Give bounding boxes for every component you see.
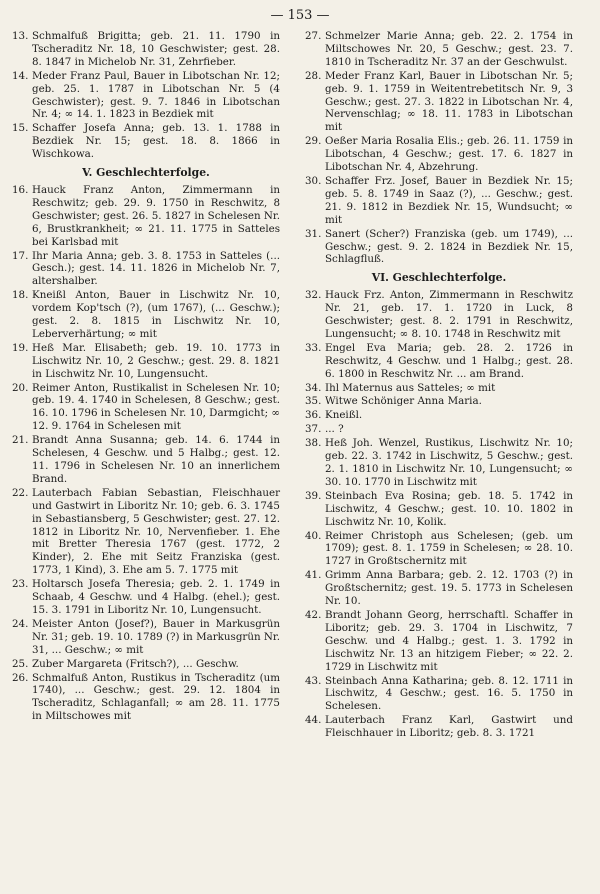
genealogy-entry bbox=[12, 122, 280, 161]
entry-number: 27. bbox=[305, 30, 322, 42]
entry-text: Brandt Anna Susanna; geb. 14. 6. 1744 in Schelesen, 4 Geschw. und 5 Halbg.; gest. 12. 11. 1796 in Schelesen Nr. 10 an innerlichem Brand. bbox=[32, 434, 280, 485]
entry-text: Holtarsch Josefa Theresia; geb. 2. 1. 1749 in Schaab, 4 Geschw. und 4 Halbg. (ehel.); gest. 15. 3. 1791 in Liboritz Nr. 10, Lungensucht. bbox=[32, 578, 280, 616]
genealogy-entry bbox=[12, 672, 280, 724]
entry-number: 33. bbox=[305, 341, 322, 354]
entry-number: 43. bbox=[305, 674, 322, 687]
entry-text: Heß Mar. Elisabeth; geb. 19. 10. 1773 in Lischwitz Nr. 10, 2 Geschw.; gest. 29. 8. 1821 in Lischwitz Nr. 10, Lungensucht. bbox=[32, 341, 280, 380]
genealogy-entry bbox=[305, 228, 573, 267]
genealogy-entry bbox=[305, 714, 573, 740]
entry-text: Brandt Johann Georg, herrschaftl. Schaffer in Liboritz; geb. 29. 3. 1704 in Lischwitz, 7 Geschw. und 4 Halbg.; gest. 1. 3. 1792 in Lischwitz Nr. 13 an hitzigem Fieber; ∞ 22. 2. 1729 in Lischwitz mit bbox=[325, 608, 573, 673]
genealogy-entry bbox=[305, 382, 573, 395]
entry-number: 20. bbox=[12, 381, 29, 394]
entry-number: 19. bbox=[12, 341, 29, 354]
entry-number: 41. bbox=[305, 569, 322, 582]
entry-number: 14. bbox=[12, 69, 29, 82]
entry-number: 25. bbox=[12, 657, 29, 670]
genealogy-entry bbox=[12, 184, 280, 249]
genealogy-entry bbox=[305, 490, 573, 529]
entry-number: 13. bbox=[12, 30, 29, 42]
entry-text: Reimer Anton, Rustikalist in Schelesen Nr. 10; geb. 19. 4. 1740 in Schelesen, 8 Geschw.; gest. 16. 10. 1796 in Schelesen Nr. 10, Darmgicht; ∞ 12. 9. 1764 in Schelesen mit bbox=[32, 381, 281, 433]
section-heading: V. Geschlechterfolge. bbox=[82, 166, 210, 180]
genealogy-entry bbox=[12, 434, 280, 486]
entry-number: 29. bbox=[305, 135, 322, 148]
genealogy-entry bbox=[305, 135, 573, 174]
entry-text: Lauterbach Franz Karl, Gastwirt und Fleischhauer in Liboritz; geb. 8. 3. 1721 bbox=[325, 714, 573, 740]
entry-text: Meder Franz Paul, Bauer in Libotschan Nr. 12; geb. 25. 1. 1787 in Libotschan Nr. 5 (4 Geschwister); gest. 9. 7. 1846 in Libotschan Nr. 4; ∞ 14. 1. 1823 in Bezdiek mit bbox=[32, 69, 280, 121]
genealogy-entry bbox=[305, 569, 573, 608]
entry-text: Zuber Margareta (Fritsch?), ... Geschw. bbox=[32, 657, 239, 670]
entry-number: 42. bbox=[305, 608, 322, 621]
entry-number: 32. bbox=[305, 289, 322, 302]
entry-text: Steinbach Anna Katharina; geb. 8. 12. 1711 in Lischwitz, 4 Geschw.; gest. 16. 5. 1750 in Schelesen. bbox=[325, 674, 573, 713]
entry-text: Ihl Maternus aus Satteles; ∞ mit bbox=[325, 381, 496, 394]
genealogy-entry bbox=[12, 487, 280, 577]
entry-text: Hauck Frz. Anton, Zimmermann in Reschwitz Nr. 21, geb. 17. 1. 1720 in Luck, 8 Geschwister; gest. 8. 2. 1791 in Reschwitz, Lungensucht; ∞ 8. 10. 1748 in Reschwitz mit bbox=[325, 289, 573, 340]
genealogy-entry bbox=[305, 395, 573, 408]
entry-text: Schmelzer Marie Anna; geb. 22. 2. 1754 in Miltschowes Nr. 20, 5 Geschw.; gest. 23. 7. 1810 in Tscheraditz Nr. 37 an der Geschwulst. bbox=[325, 30, 573, 68]
entry-text: Steinbach Eva Rosina; geb. 18. 5. 1742 in Lischwitz, 4 Geschw.; gest. 10. 10. 1802 in Lischwitz Nr. 10, Kolik. bbox=[325, 489, 573, 528]
entry-text: Reimer Christoph aus Schelesen; (geb. um 1709); gest. 8. 1. 1759 in Schelesen; ∞ 28. 10. 1727 in Großtschernitz mit bbox=[325, 529, 573, 568]
entry-text: Schaffer Josefa Anna; geb. 13. 1. 1788 in Bezdiek Nr. 15; gest. 18. 8. 1866 in Wischkowa. bbox=[32, 122, 280, 161]
genealogy-entry bbox=[12, 250, 280, 289]
genealogy-entry bbox=[12, 289, 280, 341]
entry-number: 22. bbox=[12, 486, 29, 499]
genealogy-entry bbox=[305, 70, 573, 135]
entry-text: Schmalfuß Anton, Rustikus in Tscheraditz (um 1740), ... Geschw.; gest. 29. 12. 1804 in Tscheraditz, Schlaganfall; ∞ am 28. 11. 1775 in Miltschowes mit bbox=[32, 671, 280, 723]
entry-text: Ihr Maria Anna; geb. 3. 8. 1753 in Satteles (... Gesch.); gest. 14. 11. 1826 in Michelob Nr. 7, altershalber. bbox=[32, 249, 280, 288]
entry-text: Schmalfuß Brigitta; geb. 21. 11. 1790 in Tscheraditz Nr. 18, 10 Geschwister; gest. 28. 8. 1847 in Michelob Nr. 31, Zehrfieber. bbox=[32, 30, 280, 68]
entry-number: 38. bbox=[305, 437, 322, 450]
entry-text: Oeßer Maria Rosalia Elis.; geb. 26. 11. 1759 in Libotschan, 4 Geschw.; gest. 17. 6. 1827 in Libotschan Nr. 4, Abzehrung. bbox=[325, 135, 573, 174]
entry-text: Kneißl. bbox=[325, 409, 363, 422]
genealogy-entry bbox=[305, 530, 573, 569]
entry-text: Meder Franz Karl, Bauer in Libotschan Nr. 5; geb. 9. 1. 1759 in Weitentrebetitsch Nr. 9, 3 Geschw.; gest. 27. 3. 1822 in Libotschan Nr. 4, Nervenschlag; ∞ 18. 11. 1783 in Libotschan mit bbox=[325, 69, 573, 134]
entry-number: 17. bbox=[12, 249, 29, 262]
entry-number: 24. bbox=[12, 617, 29, 630]
entry-number: 34. bbox=[305, 381, 322, 394]
genealogy-entry bbox=[305, 437, 573, 489]
genealogy-entry bbox=[12, 658, 280, 671]
entry-number: 26. bbox=[12, 671, 29, 684]
entry-text: Lauterbach Fabian Sebastian, Fleischhauer und Gastwirt in Liboritz Nr. 10; geb. 6. 3. 1745 in Sebastiansberg, 5 Geschwister; gest. 27. 12. 1812 in Liboritz Nr. 10, Nervenfieber. 1. Ehe mit Bretter Theresia 1767 (gest. 1772, 2 Kinder), 2. Ehe mit Seitz Franziska (gest. 1773, 1 Kind), 3. Ehe am 5. 7. 1775 mit bbox=[32, 486, 280, 577]
entry-text: Engel Eva Maria; geb. 28. 2. 1726 in Reschwitz, 4 Geschw. und 1 Halbg.; gest. 28. 6. 1800 in Reschwitz Nr. ... am Brand. bbox=[325, 341, 573, 380]
entry-number: 30. bbox=[305, 174, 322, 187]
entry-number: 31. bbox=[305, 227, 322, 240]
entry-text: Meister Anton (Josef?), Bauer in Markusgrün Nr. 31; geb. 19. 10. 1789 (?) in Markusgrün Nr. 31, ... Geschw.; ∞ mit bbox=[32, 617, 280, 656]
right-column bbox=[305, 30, 573, 741]
genealogy-entry bbox=[12, 382, 280, 434]
genealogy-entry bbox=[305, 175, 573, 227]
genealogy-entry bbox=[305, 30, 573, 69]
left-column bbox=[12, 30, 280, 724]
genealogy-entry bbox=[305, 423, 573, 436]
entry-number: 21. bbox=[12, 434, 29, 447]
entry-number: 15. bbox=[12, 122, 29, 135]
entry-number: 23. bbox=[12, 578, 29, 591]
genealogy-entry bbox=[12, 70, 280, 122]
section-heading: VI. Geschlechterfolge. bbox=[371, 271, 507, 285]
entry-number: 35. bbox=[305, 395, 322, 408]
entry-text: Witwe Schöniger Anna Maria. bbox=[325, 395, 482, 408]
entry-number: 16. bbox=[12, 183, 29, 196]
genealogy-entry bbox=[12, 342, 280, 381]
genealogy-entry bbox=[12, 578, 280, 617]
entry-number: 39. bbox=[305, 489, 322, 502]
entry-text: Schaffer Frz. Josef, Bauer in Bezdiek Nr. 15; geb. 5. 8. 1749 in Saaz (?), ... Geschw.; gest. 21. 9. 1812 in Bezdiek Nr. 15, Wundsucht; ∞ mit bbox=[325, 174, 573, 226]
entry-text: Kneißl Anton, Bauer in Lischwitz Nr. 10, vordem Kop'tsch (?), (um 1767), (... Geschw.); gest. 2. 8. 1815 in Lischwitz Nr. 10, Leberverhärtung; ∞ mit bbox=[32, 289, 280, 340]
genealogy-entry bbox=[12, 30, 280, 69]
genealogy-entry bbox=[305, 609, 573, 674]
entry-text: Hauck Franz Anton, Zimmermann in Reschwitz; geb. 29. 9. 1750 in Reschwitz, 8 Geschwister; gest. 26. 5. 1827 in Schelesen Nr. 6, Brustkrankheit; ∞ 21. 11. 1775 in Satteles bei Karlsbad mit bbox=[32, 183, 280, 248]
entry-number: 18. bbox=[12, 289, 29, 302]
genealogy-entry bbox=[305, 342, 573, 381]
genealogy-entry bbox=[12, 618, 280, 657]
entry-text: ... ? bbox=[325, 423, 344, 436]
entry-number: 37. bbox=[305, 423, 322, 436]
genealogy-entry bbox=[305, 289, 573, 341]
entry-number: 40. bbox=[305, 529, 322, 542]
entry-text: Grimm Anna Barbara; geb. 2. 12. 1703 (?) in Großtschernitz; gest. 19. 5. 1773 in Schelesen Nr. 10. bbox=[325, 569, 573, 608]
entry-text: Heß Joh. Wenzel, Rustikus, Lischwitz Nr. 10; geb. 22. 3. 1742 in Lischwitz, 5 Geschw.; gest. 2. 1. 1810 in Lischwitz Nr. 10, Lungensucht; ∞ 30. 10. 1770 in Lischwitz mit bbox=[325, 437, 573, 488]
entry-number: 36. bbox=[305, 409, 322, 422]
entry-number: 44. bbox=[305, 714, 322, 727]
genealogy-entry bbox=[305, 675, 573, 714]
page-number: — 153 — bbox=[270, 8, 330, 23]
entry-number: 28. bbox=[305, 69, 322, 82]
entry-text: Sanert (Scher?) Franziska (geb. um 1749), ... Geschw.; gest. 9. 2. 1824 in Bezdiek Nr. 15, Schlagfluß. bbox=[325, 227, 573, 266]
genealogy-entry bbox=[305, 409, 573, 422]
